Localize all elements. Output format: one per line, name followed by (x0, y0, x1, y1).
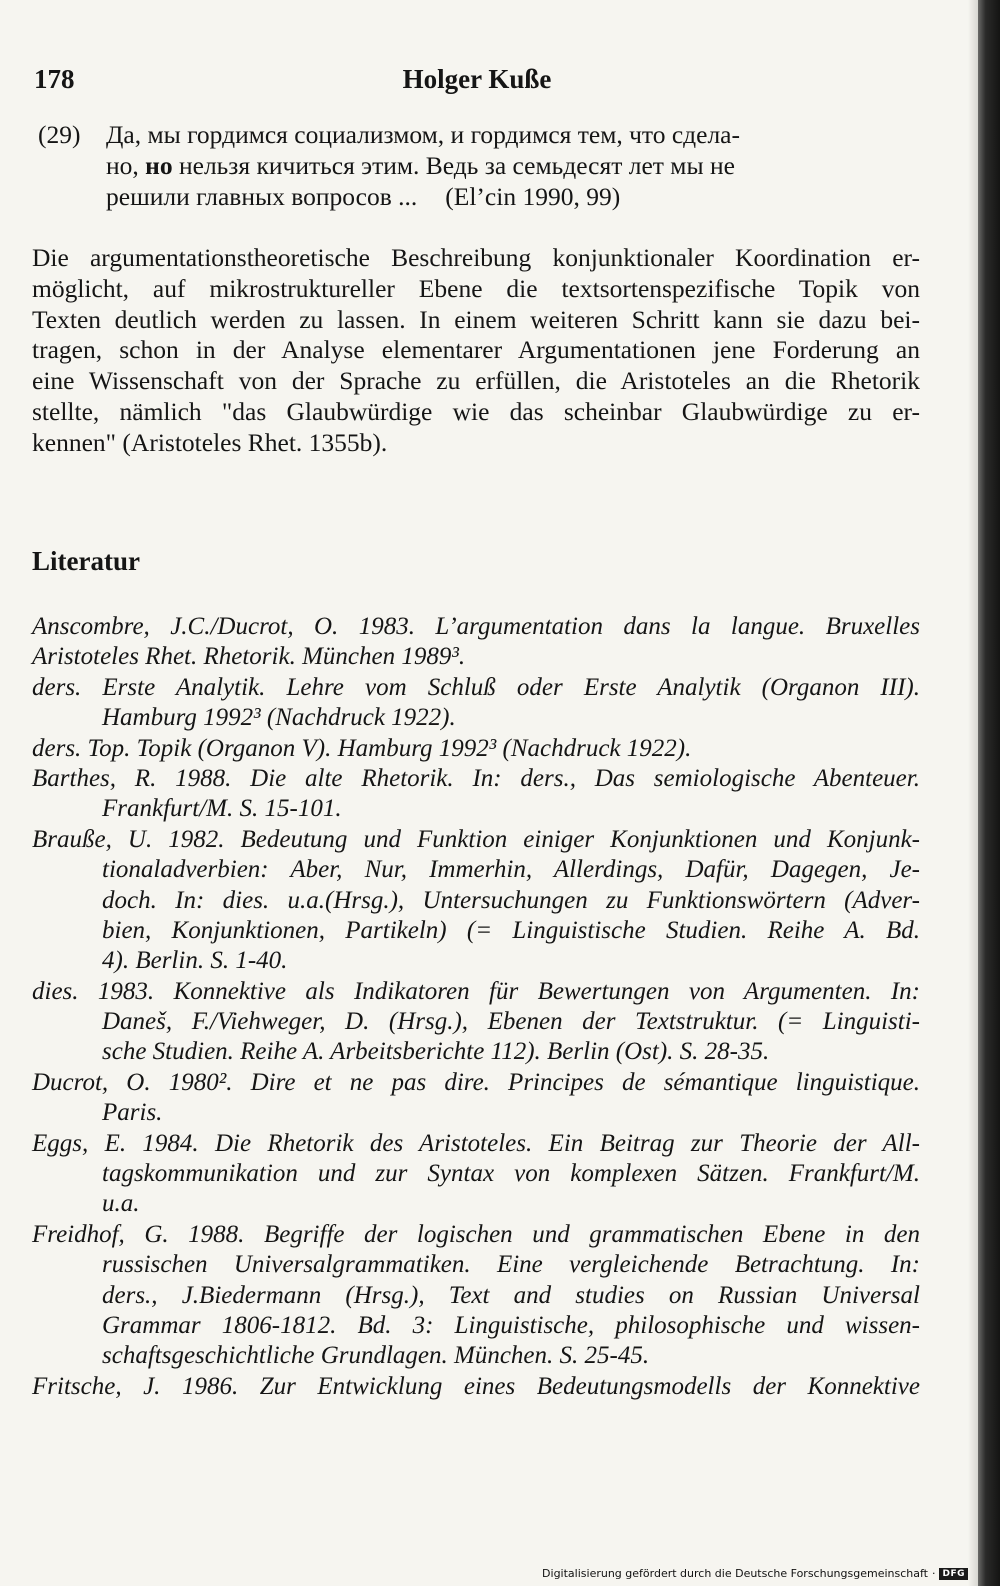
reference-line: Brauße, U. 1982. Bedeutung und Funktion einiger Konjunktionen und Konjunk- (32, 825, 920, 853)
reference-entry (32, 734, 920, 764)
reference-list (32, 612, 920, 1402)
reference-line: Ducrot, O. 1980². Dire et ne pas dire. Principes de sémantique linguistique. (32, 1068, 920, 1096)
reference-line: Grammar 1806-1812. Bd. 3: Linguistische, philosophische und wissen- (102, 1311, 920, 1339)
body-paragraph (32, 243, 920, 459)
reference-entry (32, 1220, 920, 1372)
paragraph-line: Die argumentationstheoretische Beschreibung konjunktionaler Koordination er- (32, 243, 920, 272)
page-number: 178 (34, 64, 75, 94)
reference-entry (32, 642, 920, 672)
reference-entry (32, 1129, 920, 1220)
paragraph-line: kennen" (Aristoteles Rhet. 1355b). (32, 427, 388, 457)
reference-line: Freidhof, G. 1988. Begriffe der logischen und grammatischen Ebene in den (32, 1220, 920, 1248)
reference-line: schaftsgeschichtliche Grundlagen. München. S. 25-45. (102, 1342, 650, 1370)
reference-line: russischen Universalgrammatiken. Eine vergleichende Betrachtung. In: (102, 1251, 920, 1279)
footer-separator: · (931, 1567, 936, 1580)
example-text: но, (106, 151, 146, 180)
example-text: решили главных вопросов ... (106, 182, 418, 211)
book-binding-edge (978, 0, 1000, 1586)
paragraph-line: stellte, nämlich "das Glaubwürdige wie das scheinbar Glaubwürdige zu er- (32, 396, 920, 426)
footer-text: Digitalisierung gefördert durch die Deutsche Forschungsgemeinschaft (542, 1567, 928, 1580)
reference-line: tionaladverbien: Aber, Nur, Immerhin, Allerdings, Dafür, Dagegen, Je- (102, 856, 920, 884)
reference-line: Eggs, E. 1984. Die Rhetorik des Aristoteles. Ein Beitrag zur Theorie der All- (32, 1129, 920, 1157)
example-line (106, 181, 620, 212)
reference-entry (32, 612, 920, 642)
example-number: (29) (38, 120, 81, 149)
reference-line: Aristoteles Rhet. Rhetorik. München 1989³. (32, 643, 466, 671)
example-source: (El’cin 1990, 99) (445, 182, 621, 211)
reference-line: 4). Berlin. S. 1-40. (102, 947, 288, 975)
paragraph-line: tragen, schon in der Analyse elementarer Argumentationen jene Forderung an (32, 335, 920, 365)
example-text: нельзя кичиться этим. Ведь за семьдесят лет мы не (172, 151, 735, 180)
paragraph-line: eine Wissenschaft von der Sprache zu erfüllen, die Aristoteles an die Rhetorik (32, 366, 920, 396)
reference-entry (32, 1372, 920, 1402)
digitization-footer (542, 1567, 968, 1580)
literature-heading: Literatur (32, 546, 140, 576)
reference-line: dies. 1983. Konnektive als Indikatoren für Bewertungen von Argumenten. In: (32, 977, 920, 1005)
reference-line: u.a. (102, 1190, 140, 1218)
reference-entry (32, 825, 920, 977)
book-gutter-shadow (968, 0, 978, 1586)
reference-entry (32, 764, 920, 825)
paragraph-line: möglicht, auf mikrostruktureller Ebene die textsortenspezifische Topik von (32, 273, 920, 303)
reference-line: doch. In: dies. u.a.(Hrsg.), Untersuchungen zu Funktionswörtern (Adver- (102, 886, 920, 914)
reference-line: ders. Erste Analytik. Lehre vom Schluß oder Erste Analytik (Organon III). (32, 673, 920, 701)
reference-line: sche Studien. Reihe A. Arbeitsberichte 112). Berlin (Ost). S. 28-35. (102, 1038, 770, 1066)
dfg-logo-icon: DFG (939, 1568, 968, 1580)
example-emphasis: но (145, 151, 173, 180)
reference-line: ders. Top. Topik (Organon V). Hamburg 1992³ (Nachdruck 1922). (32, 734, 692, 762)
running-head: Holger Kuße (402, 64, 552, 94)
reference-line: Fritsche, J. 1986. Zur Entwicklung eines Bedeutungsmodells der Konnektive (32, 1372, 920, 1400)
reference-entry (32, 1068, 920, 1129)
page-header (32, 60, 922, 100)
paragraph-line: Texten deutlich werden zu lassen. In einem weiteren Schritt kann sie dazu bei- (32, 304, 920, 334)
reference-line: Daneš, F./Viehweger, D. (Hrsg.), Ebenen der Textstruktur. (= Linguisti- (102, 1008, 920, 1036)
reference-entry (32, 977, 920, 1068)
reference-line: Anscombre, J.C./Ducrot, O. 1983. L’argumentation dans la langue. Bruxelles (32, 613, 920, 640)
reference-line: Hamburg 1992³ (Nachdruck 1922). (102, 704, 456, 732)
reference-line: tagskommunikation und zur Syntax von komplexen Sätzen. Frankfurt/M. (102, 1160, 920, 1188)
example-line (106, 150, 735, 181)
reference-line: bien, Konjunktionen, Partikeln) (= Linguistische Studien. Reihe A. Bd. (102, 916, 920, 944)
example-line: Да, мы гордимся социализмом, и гордимся тем, что сдела- (106, 120, 740, 149)
reference-line: Paris. (102, 1099, 163, 1127)
reference-line: ders., J.Biedermann (Hrsg.), Text and studies on Russian Universal (102, 1281, 920, 1309)
reference-entry (32, 673, 920, 734)
reference-line: Frankfurt/M. S. 15-101. (102, 795, 342, 823)
reference-line: Barthes, R. 1988. Die alte Rhetorik. In: ders., Das semiologische Abenteuer. (32, 764, 920, 792)
